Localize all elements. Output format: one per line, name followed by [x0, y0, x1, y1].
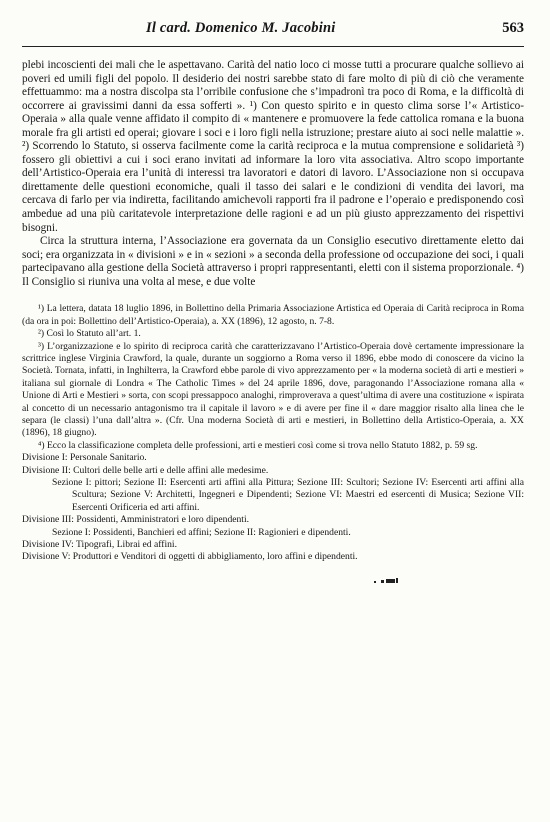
footnote-4: ⁴) Ecco la classificazione completa delle professioni, arti e mestieri così come si trova nello Statuto 1882, p. 59 sg. — [38, 439, 478, 451]
body-paragraph-1: plebi incoscienti dei mali che le aspettavano. Carità del natio loco ci mosse tutti a procurare qualche sollievo ai poveri ed umili figli del popolo. Il desiderio dei nostri sarebbe stato di fare molto di più di ciò che veramente effettuammo: ma a nostra discolpa sta l’orribile confusione che s’impadronì tra poco di Roma, e la difficoltà di occorrere ai gravissimi danni da essa sofferti ». ¹) Con questo spirito e in questo clima sorse l’« Artistico-Operaia » alla quale venne affidato il compito di « mantenere e promuovere la fede cattolica romana e la buona morale fra gli artisti ed operai; giovare i soci e i loro figli nella istruzione; prestare aiuto ai soci nelle malattie ». ²) Scorrendo lo Statuto, si osserva facilmente come la carità reciproca e la mutua comprensione e solidarietà ³) fossero gli obiettivi a cui i soci erano invitati ad informare la loro vita associativa. Altro scopo importante dell’Artistico-Operaia era l’unità di interessi tra lavoratori e datori di lavoro. L’Associazione non si occupava direttamente delle questioni economiche, quali il tasso dei salari e le condizioni di vendita dei lavori, ma cercava di farlo per via indiretta, facilitando amichevoli rapporti fra il padrone e l’operaio e predisponendo così ambedue ad una più caritatevole interpretazione delle ragioni e ad un più giusto apprezzamento dei rispettivi bisogni. — [22, 59, 524, 234]
footnote-separator — [22, 289, 524, 303]
body-paragraph-2: Circa la struttura interna, l’Associazione era governata da un Consiglio esecutivo direttamente eletto dai soci; era organizzata in « divisioni » e in « sezioni » a seconda della professione od occupazione dei soci, i quali partecipavano alla gestione della Società attraverso i propri rappresentanti, eletti con il sistema proporzionale. ⁴) Il Consiglio si riuniva una volta al mese, e due volte — [22, 235, 524, 288]
footnotes — [22, 303, 524, 564]
division-2-sections: Sezione I: pittori; Sezione II: Esercenti arti affini alla Pittura; Sezione III: Scultori; Sezione IV: Esercenti arti affini alla Scultura; Sezione V: Architetti, Ingegneri e Dipendenti; Sezione VI: Maestri ed esercenti di Musica; Sezione VII: Esercenti Orificeria ed arti affini. — [52, 476, 524, 513]
footnote-2: ²) Così lo Statuto all’art. 1. — [38, 328, 141, 340]
scan-artifact-mark — [374, 576, 402, 584]
division-1: Divisione I: Personale Sanitario. — [22, 452, 147, 464]
running-header — [146, 20, 524, 42]
division-3-sections: Sezione I: Possidenti, Banchieri ed affini; Sezione II: Ragionieri e dipendenti. — [52, 526, 351, 538]
main-text — [22, 59, 524, 289]
division-2: Divisione II: Cultori delle belle arti e delle affini alle medesime. — [22, 464, 269, 476]
page-number: 563 — [502, 20, 524, 36]
division-4: Divisione IV: Tipografi, Librai ed affini. — [22, 539, 177, 551]
footnote-1: ¹) La lettera, datata 18 luglio 1896, in Bollettino della Primaria Associazione Artistica ed Operaia di Carità reciproca in Roma (da ora in poi: Bollettino dell’Artistico-Operaia), a. XX (1896), 12 agosto, n. 7-8. — [22, 303, 524, 327]
division-3: Divisione III: Possidenti, Amministratori e loro dipendenti. — [22, 514, 250, 526]
header-rule — [22, 46, 524, 47]
running-title: Il card. Domenico M. Jacobini — [146, 20, 336, 36]
division-5: Divisione V: Produttori e Venditori di oggetti di abbigliamento, loro affini e dipendenti. — [22, 551, 358, 563]
footnote-3: ³) L’organizzazione e lo spirito di reciproca carità che caratterizzavano l’Artistico-Operaia dovè certamente impressionare la scrittrice inglese Virginia Crawford, la quale, durante un soggiorno a Roma verso il 1896, ebbe modo di conoscere da vicino la Società. Tornata, infatti, in Inghilterra, la Crawford ebbe parole di vivo apprezzamento per « la moderna società di arti e mestieri » italiana sul giornale di Londra « The Catholic Times » del 24 aprile 1896, dove, paragonando l’Associazione romana alla « Unione di Arti e Mestieri » sorta, con scopi pressappoco analoghi, rimproverava a quest’ultima di avere una costituzione « ispirata al concetto di un necessario antagonismo tra il capitale il lavoro » e di avere per fine il « dare maggior risalto alla linea che le separa (le classi) l’una dall’altra ». (Cfr. Una moderna Società di arti e mestieri, in Bollettino della Artistico-Operaia, a. XX (1896), 18 giugno). — [22, 340, 524, 439]
